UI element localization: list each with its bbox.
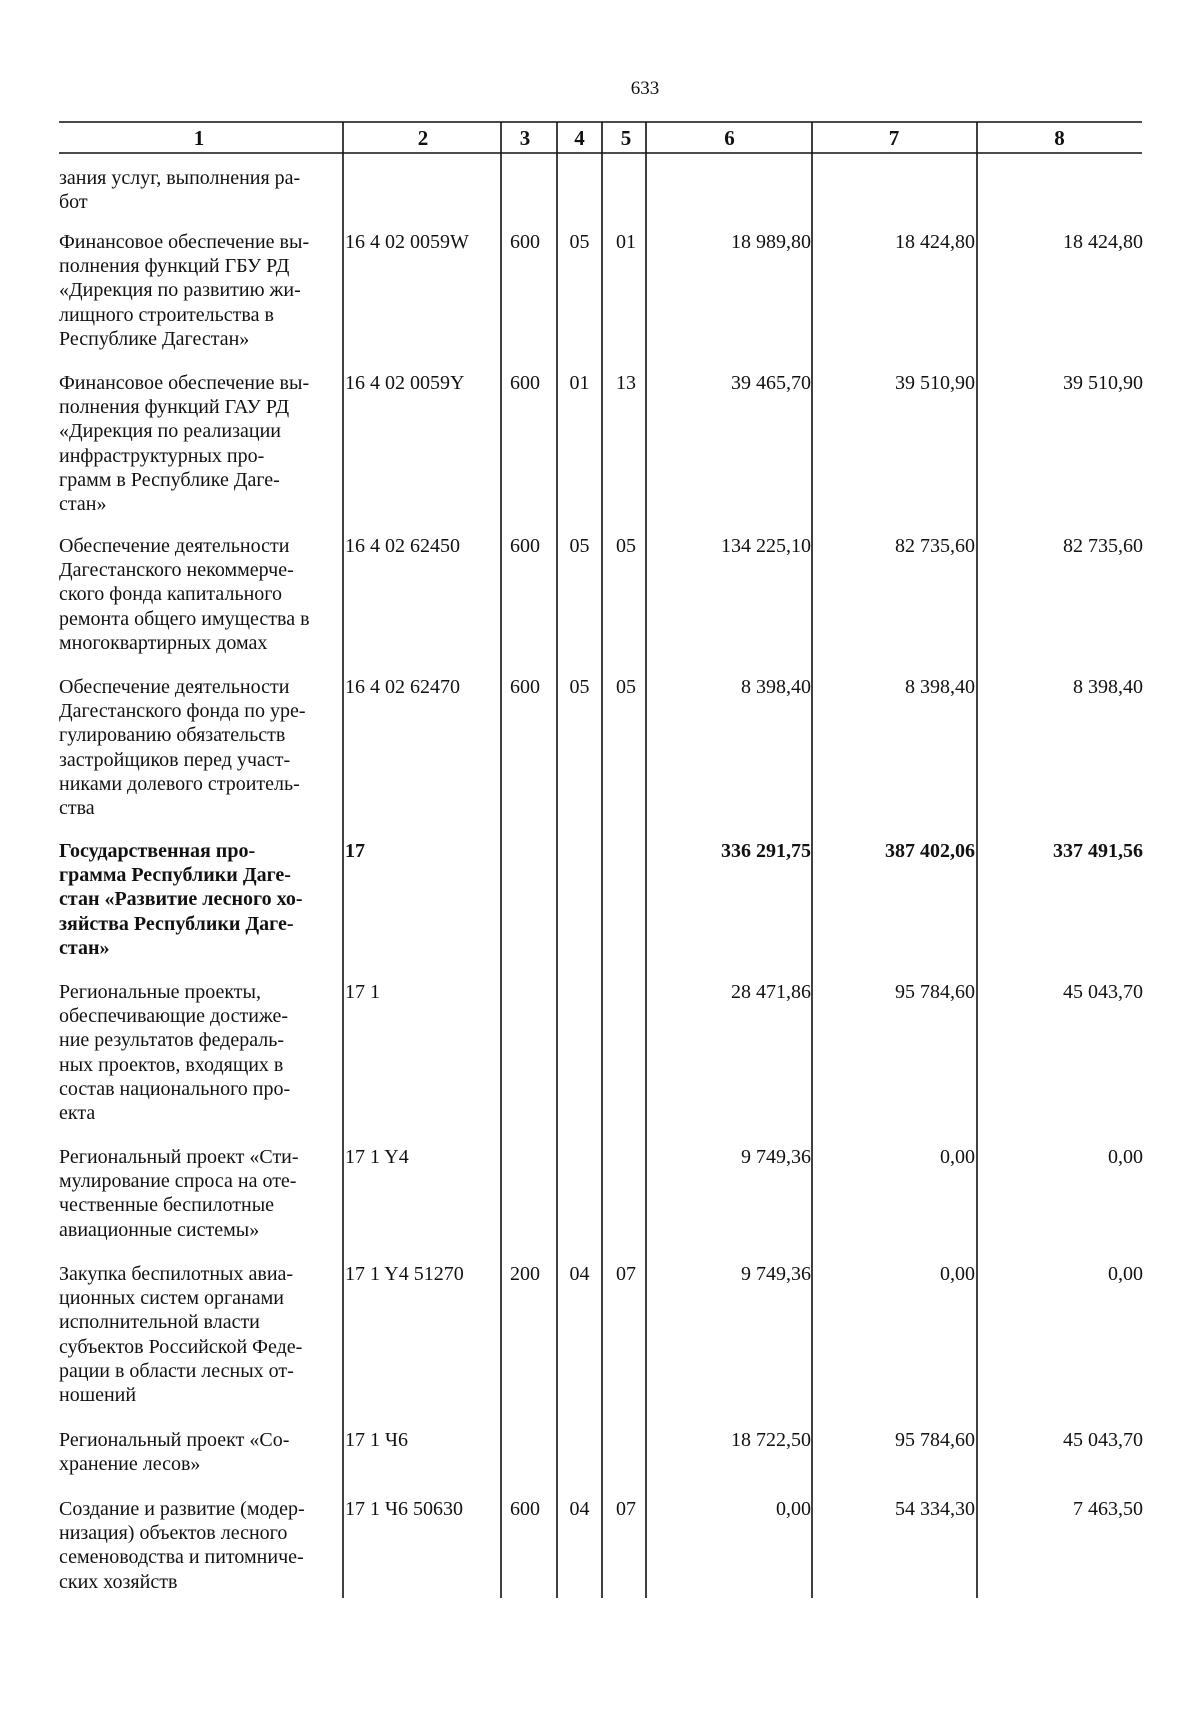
row-value-6: 9 749,36 (741, 1146, 811, 1168)
row-value-8: 8 398,40 (1073, 676, 1143, 698)
row-col-3: 600 (510, 372, 540, 394)
row-value-8: 82 735,60 (1063, 535, 1143, 557)
row-description: Закупка беспилотных авиа- ционных систем органами исполнительной власти субъектов Российской Феде- рации в области лесных от- ношений (59, 1263, 303, 1407)
row-code: 16 4 02 0059Y (345, 372, 465, 394)
row-value-8: 45 043,70 (1063, 981, 1143, 1003)
row-value-7: 95 784,60 (895, 981, 975, 1003)
row-value-7: 95 784,60 (895, 1429, 975, 1451)
row-value-8: 0,00 (1108, 1146, 1143, 1168)
row-description: Региональный проект «Со- хранение лесов» (59, 1429, 290, 1476)
row-value-6: 8 398,40 (741, 676, 811, 698)
row-code: 17 (345, 840, 365, 862)
header-col-7: 7 (888, 126, 900, 150)
header-col-4: 4 (574, 126, 585, 150)
row-col-4: 04 (569, 1263, 590, 1285)
row-value-7: 18 424,80 (895, 231, 975, 253)
row-value-8: 39 510,90 (1063, 372, 1143, 394)
row-code: 16 4 02 62470 (345, 676, 460, 698)
row-value-6: 18 989,80 (731, 231, 811, 253)
row-col-3: 600 (510, 676, 540, 698)
row-col-3: 200 (510, 1263, 540, 1285)
row-value-7: 8 398,40 (905, 676, 975, 698)
header-col-8: 8 (1054, 126, 1065, 150)
row-value-8: 45 043,70 (1063, 1429, 1143, 1451)
row-value-6: 28 471,86 (731, 981, 811, 1003)
row-value-7: 387 402,06 (885, 840, 975, 862)
row-value-8: 337 491,56 (1053, 840, 1143, 862)
row-code: 17 1 Y4 51270 (345, 1263, 464, 1285)
row-col-3: 600 (510, 535, 540, 557)
row-value-8: 7 463,50 (1073, 1498, 1143, 1520)
row-col-5: 07 (616, 1498, 636, 1520)
row-value-7: 0,00 (940, 1146, 975, 1168)
row-code: 17 1 Ч6 (345, 1429, 408, 1451)
row-value-7: 54 334,30 (895, 1498, 975, 1520)
row-value-6: 18 722,50 (731, 1429, 811, 1451)
row-description: Обеспечение деятельности Дагестанского фонда по уре- гулированию обязательств застройщиков перед участ- никами долевого строитель- ства (59, 676, 306, 820)
page-number: 633 (630, 78, 660, 99)
row-code: 16 4 02 62450 (345, 535, 460, 557)
row-description: зания услуг, выполнения ра- бот (59, 167, 301, 214)
row-col-5: 13 (616, 372, 636, 394)
row-description: Региональные проекты, обеспечивающие достиже- ние результатов федераль- ных проектов, входящих в состав национального про- екта (59, 981, 291, 1125)
header-col-1: 1 (193, 126, 205, 150)
row-value-6: 9 749,36 (741, 1263, 811, 1285)
row-description: Государственная про- грамма Республики Даге- стан «Развитие лесного хо- зяйства Республики Даге- стан» (59, 840, 303, 959)
row-value-6: 336 291,75 (721, 840, 811, 862)
row-col-5: 05 (616, 535, 636, 557)
header-col-3: 3 (519, 126, 531, 150)
row-col-4: 05 (569, 535, 590, 557)
row-value-7: 39 510,90 (895, 372, 975, 394)
header-col-6: 6 (724, 126, 735, 150)
row-col-3: 600 (510, 1498, 540, 1520)
row-value-7: 82 735,60 (895, 535, 975, 557)
row-col-5: 07 (616, 1263, 636, 1285)
row-description: Финансовое обеспечение вы- полнения функций ГБУ РД «Дирекция по развитию жи- лищного строительства в Республике Дагестан» (59, 231, 310, 350)
header-col-5: 5 (620, 126, 632, 150)
row-code: 17 1 Ч6 50630 (345, 1498, 463, 1520)
row-col-4: 01 (569, 372, 590, 394)
row-value-6: 0,00 (776, 1498, 811, 1520)
row-code: 17 1 (345, 981, 380, 1003)
row-value-8: 18 424,80 (1063, 231, 1143, 253)
row-col-4: 05 (569, 676, 590, 698)
row-description: Обеспечение деятельности Дагестанского некоммерче- ского фонда капитального ремонта общего имущества в многоквартирных домах (59, 535, 310, 654)
row-col-4: 04 (569, 1498, 590, 1520)
row-description: Финансовое обеспечение вы- полнения функций ГАУ РД «Дирекция по реализации инфраструктурных про- грамм в Республике Даге- стан» (59, 372, 310, 516)
row-code: 17 1 Y4 (345, 1146, 409, 1168)
header-col-2: 2 (417, 126, 429, 150)
row-value-8: 0,00 (1108, 1263, 1143, 1285)
row-description: Создание и развитие (модер- низация) объектов лесного семеноводства и питомниче- ских хозяйств (59, 1498, 305, 1593)
row-value-6: 39 465,70 (731, 372, 811, 394)
row-col-3: 600 (510, 231, 540, 253)
row-col-4: 05 (569, 231, 590, 253)
row-value-7: 0,00 (940, 1263, 975, 1285)
row-value-6: 134 225,10 (721, 535, 811, 557)
row-code: 16 4 02 0059W (345, 231, 469, 253)
row-col-5: 05 (616, 676, 636, 698)
row-description: Региональный проект «Сти- мулирование спроса на оте- чественные беспилотные авиационные системы» (59, 1146, 299, 1241)
row-col-5: 01 (616, 231, 636, 253)
